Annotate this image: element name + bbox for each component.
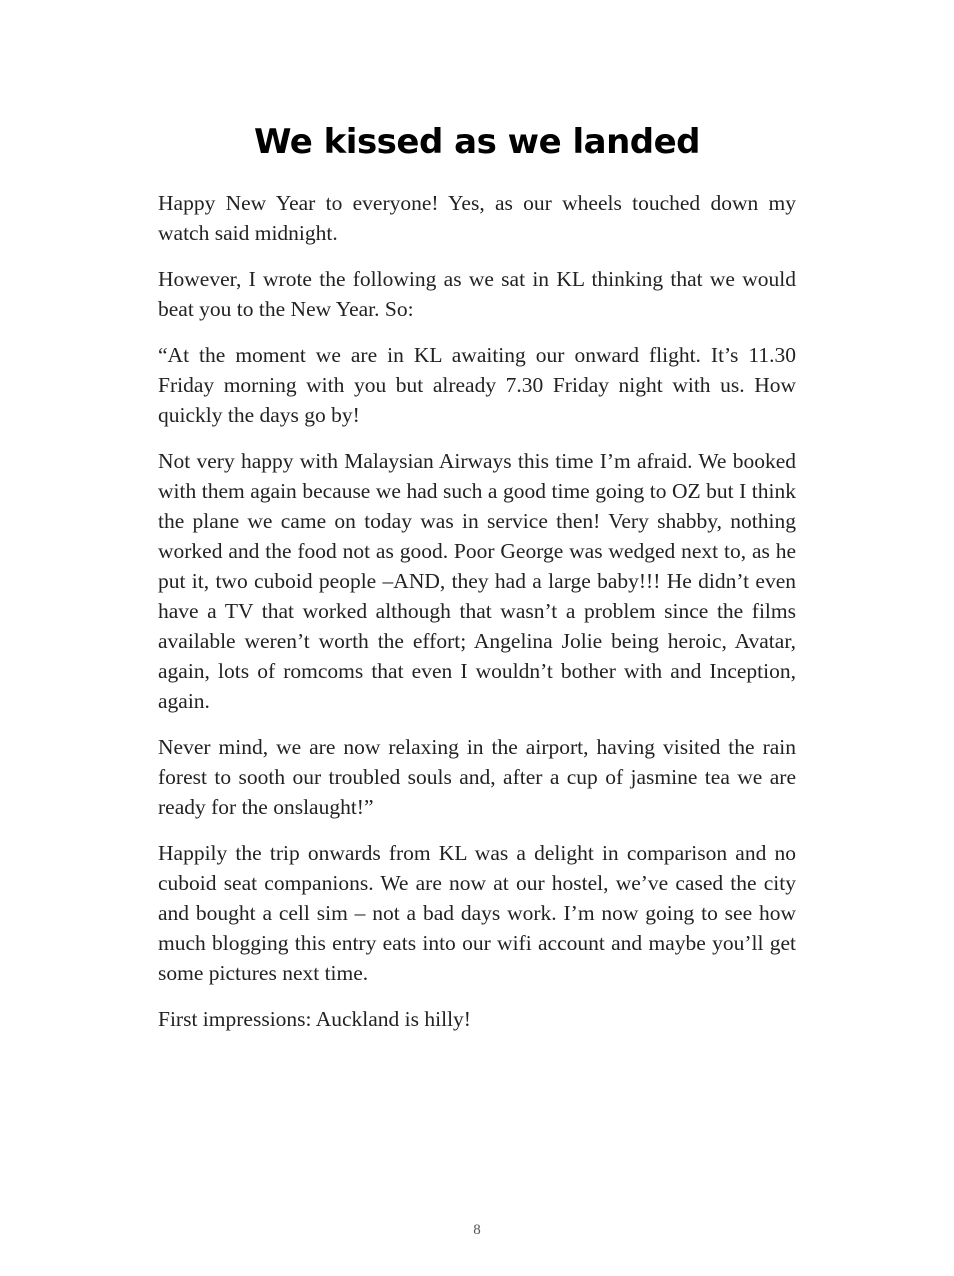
paragraph: Never mind, we are now relaxing in the airport, having visited the rain forest to sooth our troubled souls and, after a cup of jasmine tea we are ready for the onslaught!” bbox=[158, 735, 796, 819]
paragraph: First impressions: Auckland is hilly! bbox=[158, 1007, 471, 1031]
paragraph: Not very happy with Malaysian Airways this time I’m afraid. We booked with them again because we had such a good time going to OZ but I think the plane we came on today was in service then! Very shabby, nothing worked and the food not as good. Poor George was wedged next to, as he put it, two cuboid people –AND, they had a large baby!!! He didn’t even have a TV that worked although that wasn’t a problem since the films available weren’t worth the effort; Angelina Jolie being heroic, Avatar, again, lots of romcoms that even I wouldn’t bother with and Inception, again. bbox=[158, 449, 796, 713]
page-number: 8 bbox=[473, 1222, 481, 1238]
page-title: We kissed as we landed bbox=[253, 122, 701, 162]
paragraph: Happy New Year to everyone! Yes, as our wheels touched down my watch said midnight. bbox=[158, 191, 796, 245]
paragraph: Happily the trip onwards from KL was a delight in comparison and no cuboid seat companions. We are now at our hostel, we’ve cased the city and bought a cell sim – not a bad days work. I’m now going to see how much blogging this entry eats into our wifi account and maybe you’ll get some pictures next time. bbox=[158, 841, 796, 985]
paragraph: “At the moment we are in KL awaiting our onward flight. It’s 11.30 Friday morning with you but already 7.30 Friday night with us. How quickly the days go by! bbox=[158, 343, 796, 427]
body-text bbox=[158, 188, 796, 1050]
paragraph: However, I wrote the following as we sat in KL thinking that we would beat you to the New Year. So: bbox=[158, 267, 796, 321]
